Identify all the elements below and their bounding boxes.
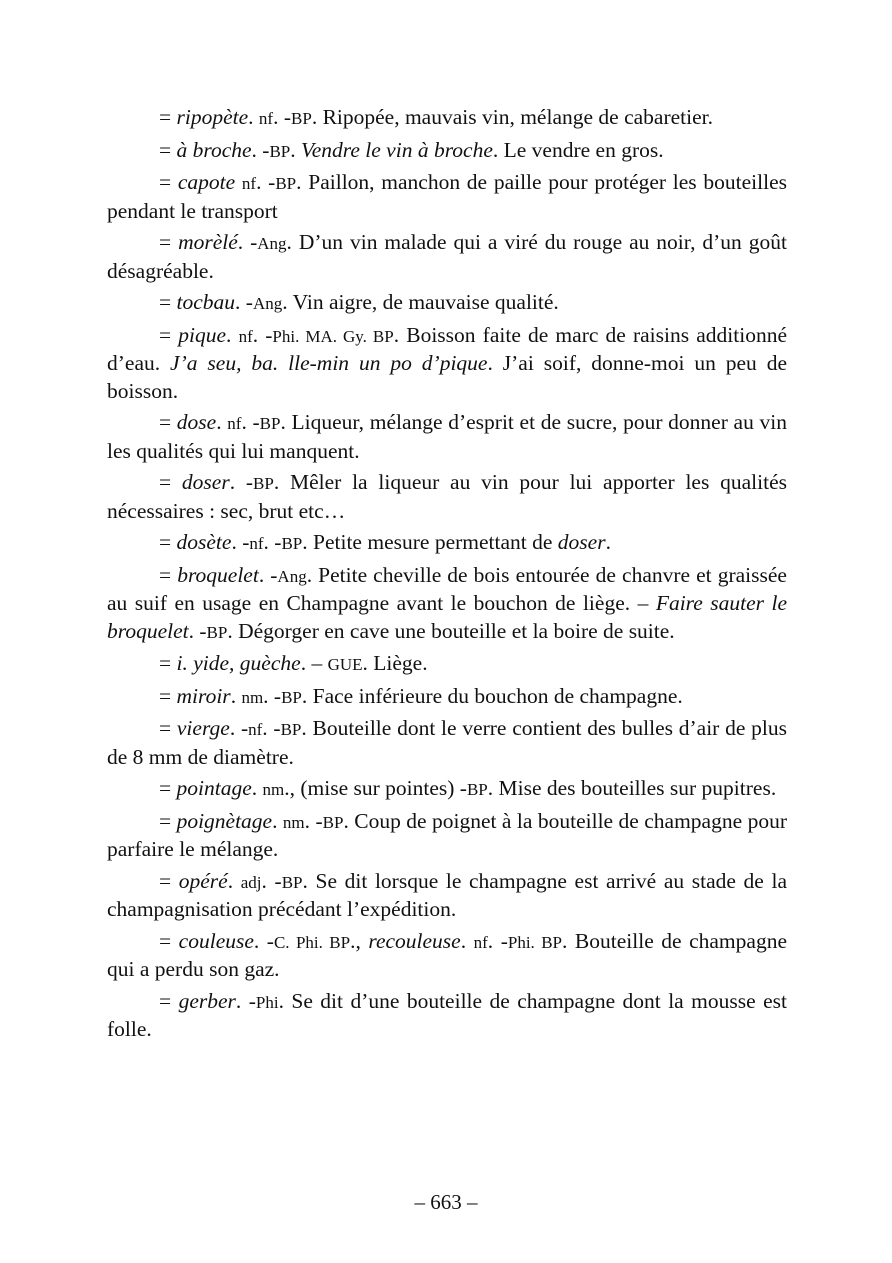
abbreviation: nm xyxy=(262,780,285,799)
entry-text: . - xyxy=(229,470,254,494)
abbreviation: Phi. MA. Gy. BP xyxy=(272,326,394,346)
entry-text: = xyxy=(159,322,179,347)
entry-text: . Se dit lorsque le champagne est arrivé au stade de la champagnisation précédant l’expédition. xyxy=(107,868,787,921)
entry-text: . Coup de poignet à la bouteille de champagne pour parfaire le mélange. xyxy=(107,808,787,861)
entry-text: . Dégorger en cave une bouteille et la boire de suite. xyxy=(227,618,675,643)
abbreviation: nf xyxy=(248,720,263,739)
abbreviation: BP xyxy=(259,414,281,433)
dictionary-entry xyxy=(107,808,787,864)
italic-term: à broche xyxy=(176,137,252,162)
entry-text: . - xyxy=(261,868,282,893)
dictionary-entry xyxy=(107,529,787,558)
italic-term: dosète xyxy=(176,530,232,554)
entry-text: = xyxy=(159,988,179,1013)
entry-text: . - xyxy=(253,928,274,953)
abbreviation: nf xyxy=(227,414,242,433)
italic-term: morèlé xyxy=(178,230,238,254)
dictionary-entry xyxy=(107,650,787,679)
entry-text: . Paillon, manchon de paille pour protéger les bouteilles pendant le transport xyxy=(107,170,787,223)
dictionary-entry xyxy=(107,868,787,924)
entry-text: . - xyxy=(262,716,281,740)
dictionary-entry xyxy=(107,289,787,318)
entry-text: . - xyxy=(263,683,282,708)
dictionary-entry xyxy=(107,104,787,133)
italic-term: ripopète xyxy=(176,105,249,129)
abbreviation: GUE xyxy=(327,655,363,674)
entry-text: = xyxy=(159,716,177,740)
page-number: – 663 – xyxy=(414,1190,478,1214)
entry-text: . Boisson faite de marc de raisins additionné d’eau. xyxy=(107,322,787,375)
dictionary-entries xyxy=(107,104,787,1048)
abbreviation: BP xyxy=(291,109,312,128)
dictionary-entry xyxy=(107,409,787,465)
entry-text: . D’un vin malade qui a viré du rouge au noir, d’un goût désagréable. xyxy=(107,230,787,283)
entry-text: . – xyxy=(300,651,328,675)
dictionary-entry xyxy=(107,562,787,647)
abbreviation: Ang xyxy=(252,294,283,313)
italic-term: couleuse xyxy=(178,928,254,953)
entry-text: . Le vendre en gros. xyxy=(492,137,664,162)
entry-text: ., (mise sur pointes) - xyxy=(284,776,467,800)
entry-text: = xyxy=(159,137,177,162)
entry-text: . xyxy=(227,868,241,893)
entry-text: . Liqueur, mélange d’esprit et de sucre, pour donner au vin les qualités qui lui manquent. xyxy=(107,410,787,463)
entry-text: . - xyxy=(251,137,270,162)
entry-text: = xyxy=(159,868,179,893)
entry-text: . - xyxy=(273,105,292,129)
abbreviation: BP xyxy=(280,720,302,739)
abbreviation: nf xyxy=(473,932,488,952)
entry-text: = xyxy=(159,530,177,554)
abbreviation: C. Phi. BP xyxy=(273,932,351,952)
entry-text: = xyxy=(159,290,177,314)
abbreviation: Ang xyxy=(277,566,307,586)
entry-text: = xyxy=(159,808,177,833)
abbreviation: nm xyxy=(241,687,264,707)
italic-term: recouleuse xyxy=(368,928,461,953)
dictionary-entry xyxy=(107,775,787,804)
abbreviation: BP xyxy=(206,622,228,642)
entry-text: . Vin aigre, de mauvaise qualité. xyxy=(282,290,559,314)
entry-text: . - xyxy=(256,170,276,194)
italic-term: J’a seu, ba. lle-min un po d’pique xyxy=(170,351,488,375)
italic-term: tocbau xyxy=(176,290,236,314)
abbreviation: BP xyxy=(466,780,488,799)
abbreviation: BP xyxy=(322,812,344,832)
abbreviation: Phi. BP xyxy=(507,932,563,952)
entry-text: . Face inférieure du bouchon de champagne. xyxy=(301,683,683,708)
italic-term: Vendre le vin à broche xyxy=(301,137,493,162)
entry-text: . xyxy=(460,928,474,953)
entry-text: . Bouteille de champagne qui a perdu son gaz. xyxy=(107,928,787,981)
dictionary-entry xyxy=(107,137,787,166)
dictionary-entry xyxy=(107,988,787,1044)
italic-term: doser xyxy=(181,470,230,494)
entry-text: = xyxy=(159,170,178,194)
dictionary-entry xyxy=(107,928,787,984)
entry-text xyxy=(235,170,242,194)
entry-text: . - xyxy=(252,322,273,347)
dictionary-entry xyxy=(107,683,787,712)
dictionary-entry xyxy=(107,715,787,771)
entry-text: . Ripopée, mauvais vin, mélange de cabaretier. xyxy=(311,105,713,129)
italic-term: pointage xyxy=(176,776,252,800)
dictionary-entry xyxy=(107,322,787,406)
abbreviation: nf xyxy=(238,326,253,346)
abbreviation: BP xyxy=(275,174,297,193)
entry-text: . Mise des bouteilles sur pupitres. xyxy=(487,776,777,800)
italic-term: opéré xyxy=(178,868,228,893)
italic-term: pique xyxy=(178,322,227,347)
abbreviation: nf xyxy=(249,534,264,553)
entry-text: . - xyxy=(235,290,253,314)
entry-text: . - xyxy=(263,530,282,554)
entry-text: . Petite mesure permettant de xyxy=(302,530,558,554)
entry-text: . xyxy=(226,322,239,347)
abbreviation: BP xyxy=(281,687,302,707)
italic-term: i. yide, guèche xyxy=(176,651,301,675)
italic-term: vierge xyxy=(176,716,230,740)
abbreviation: BP xyxy=(269,141,291,161)
abbreviation: nf xyxy=(258,109,274,128)
entry-text: . Liège. xyxy=(362,651,428,675)
abbreviation: adj xyxy=(240,872,262,892)
entry-text: . xyxy=(290,137,302,162)
entry-text: . Se dit d’une bouteille de champagne dont la mousse est folle. xyxy=(107,988,787,1041)
entry-text: . - xyxy=(258,562,278,587)
entry-text: . - xyxy=(487,928,508,953)
italic-term: miroir xyxy=(176,683,231,708)
abbreviation: nf xyxy=(241,174,257,193)
italic-term: dose xyxy=(176,410,217,434)
entry-text: = xyxy=(159,410,177,434)
dictionary-entry xyxy=(107,169,787,225)
entry-text: = xyxy=(159,470,182,494)
entry-text: . - xyxy=(241,410,260,434)
entry-text: . J’ai soif, donne-moi un peu de boisson. xyxy=(107,351,788,403)
entry-text: . Mêler la liqueur au vin pour lui apporter les qualités nécessaires : sec, brut etc… xyxy=(107,470,787,523)
entry-text: . - xyxy=(231,530,250,554)
dictionary-entry xyxy=(107,469,787,525)
abbreviation: BP xyxy=(253,474,274,493)
entry-text: = xyxy=(159,230,179,254)
entry-text: . xyxy=(272,808,283,833)
entry-text: . xyxy=(230,683,242,708)
entry-text: . - xyxy=(188,618,207,643)
entry-text: . Bouteille dont le verre contient des bulles d’air de plus de 8 mm de diamètre. xyxy=(107,716,787,769)
italic-term: doser xyxy=(557,530,606,554)
italic-term: poignètage xyxy=(176,808,273,833)
entry-text: . Petite cheville de bois entourée de chanvre et graissée au suif en usage en Champagne avant le bouchon de liège. – xyxy=(107,562,787,615)
entry-text: . xyxy=(605,530,611,554)
entry-text: ., xyxy=(350,928,369,953)
abbreviation: BP xyxy=(281,534,303,553)
entry-text: . - xyxy=(229,716,249,740)
abbreviation: BP xyxy=(281,872,303,892)
entry-text: . xyxy=(248,105,259,129)
entry-text: . xyxy=(216,410,228,434)
entry-text: = xyxy=(159,928,179,953)
italic-term: gerber xyxy=(178,988,236,1013)
entry-text: = xyxy=(159,683,177,708)
entry-text: . xyxy=(251,776,263,800)
italic-term: broquelet xyxy=(177,562,259,587)
entry-text: = xyxy=(159,651,177,675)
dictionary-entry xyxy=(107,229,787,285)
abbreviation: nm xyxy=(282,812,305,832)
entry-text: = xyxy=(159,562,178,587)
abbreviation: Ang xyxy=(257,234,287,253)
italic-term: Faire sauter le broquelet xyxy=(107,591,787,643)
entry-text: . - xyxy=(235,988,256,1013)
entry-text: . - xyxy=(304,808,323,833)
entry-text: = xyxy=(159,105,177,129)
entry-text: = xyxy=(159,776,177,800)
abbreviation: Phi xyxy=(255,992,279,1012)
italic-term: capote xyxy=(177,170,236,194)
entry-text: . - xyxy=(237,230,258,254)
